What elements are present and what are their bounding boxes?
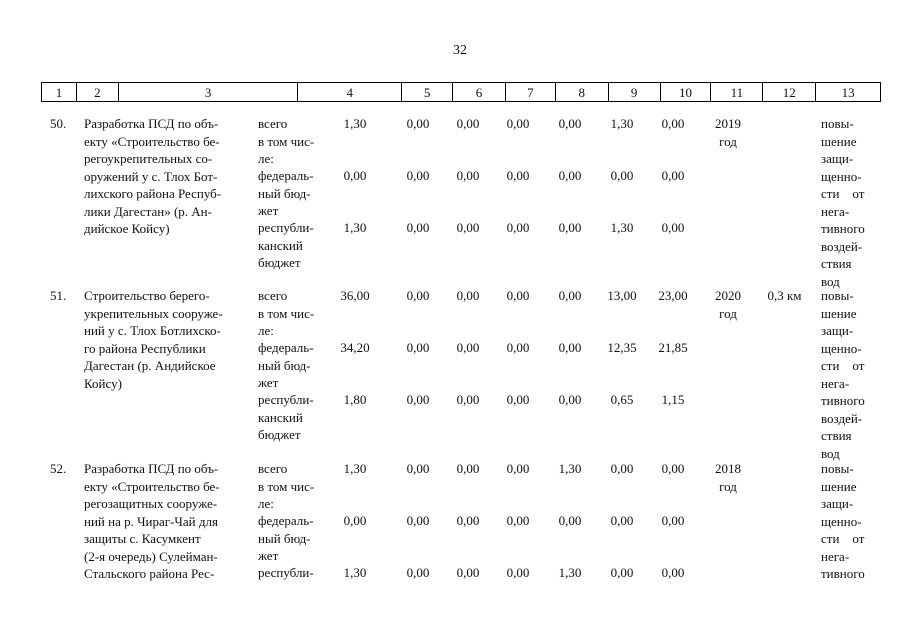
value-cell: 21,85	[658, 340, 688, 355]
object-name-line: регозащитных сооруже-	[84, 496, 218, 511]
value-cell: 0,00	[506, 340, 530, 355]
value-cell: 1,30	[610, 116, 634, 131]
value-cell: 1,30	[343, 116, 367, 131]
result-line: шение	[821, 305, 857, 321]
funding-source-line: жет	[258, 375, 279, 390]
value-cell: 0,00	[406, 168, 430, 183]
value-cell: 0,00	[456, 392, 480, 407]
table-header-row	[41, 82, 881, 102]
value-cell: 0,00	[456, 513, 480, 528]
object-name-line: Койсу)	[84, 375, 122, 391]
header-col-4: 4	[298, 83, 402, 101]
result-line: повы-	[821, 461, 854, 476]
funding-source-line: ный бюд-	[258, 530, 311, 546]
value-cell: 0,00	[506, 220, 530, 235]
value-cell: 0,00	[456, 288, 480, 303]
object-name-line: (2-я очередь) Сулейман-	[84, 548, 218, 564]
value-cell: 0,00	[661, 116, 685, 131]
result-line: вод	[821, 445, 840, 461]
funding-source-line: в том чис-	[258, 478, 315, 494]
value-cell: 1,80	[343, 392, 367, 407]
value-cell: 1,30	[558, 565, 582, 580]
object-name-line: екту «Строительство бе-	[84, 478, 220, 494]
object-name-line: Разработка ПСД по объ-	[84, 116, 219, 131]
value-cell: 0,00	[506, 392, 530, 407]
value-cell: 1,15	[661, 392, 685, 407]
object-name-line: Разработка ПСД по объ-	[84, 461, 219, 476]
row-number: 52.	[50, 461, 67, 476]
funding-source-line: ле:	[258, 323, 274, 338]
funding-source-line: всего	[258, 461, 288, 476]
row-number: 51.	[50, 288, 67, 303]
year-line: год	[719, 478, 737, 494]
header-col-7: 7	[506, 83, 556, 101]
value-cell: 0,00	[506, 168, 530, 183]
result-line: вод	[821, 273, 840, 289]
funding-source-line: канский	[258, 409, 303, 425]
value-cell: 0,00	[406, 288, 430, 303]
header-col-5: 5	[402, 83, 453, 101]
funding-source-line: бюджет	[258, 427, 301, 442]
result-line: щенно-	[821, 513, 862, 529]
value-cell: 0,00	[558, 220, 582, 235]
value-cell: 0,00	[343, 513, 367, 528]
funding-source-line: бюджет	[258, 255, 301, 270]
value-cell: 23,00	[658, 288, 688, 303]
funding-source-line: ный бюд-	[258, 185, 311, 201]
value-cell: 0,00	[456, 168, 480, 183]
object-name-line: лихского района Респуб-	[84, 186, 222, 201]
value-cell: 0,00	[558, 513, 582, 528]
header-col-2: 2	[77, 83, 119, 101]
funding-source-line: ле:	[258, 151, 274, 166]
object-name-line: регоукрепительных со-	[84, 151, 213, 166]
value-cell: 0,00	[406, 565, 430, 580]
value-cell: 0,00	[558, 288, 582, 303]
value-cell: 0,00	[506, 513, 530, 528]
object-name-line: Стальского района Рес-	[84, 566, 215, 581]
result-line: сти от	[821, 358, 865, 373]
header-col-6: 6	[453, 83, 506, 101]
value-cell: 34,20	[340, 340, 370, 355]
value-cell: 0,00	[558, 168, 582, 183]
value-cell: 0,00	[661, 513, 685, 528]
year-line: год	[719, 133, 737, 149]
object-name-line: лики Дагестан» (р. Ан-	[84, 203, 212, 219]
funding-source-line: федераль-	[258, 340, 314, 355]
value-cell: 0,00	[406, 340, 430, 355]
funding-source-line: канский	[258, 237, 303, 253]
value-cell: 0,00	[661, 461, 685, 476]
year-line: 2019	[715, 116, 741, 131]
value-cell: 0,00	[406, 392, 430, 407]
object-name-line: укрепительных сооруже-	[84, 305, 223, 321]
funding-source-line: всего	[258, 116, 288, 131]
value-cell: 0,00	[506, 116, 530, 131]
value-cell: 0,00	[456, 461, 480, 476]
value-cell: 1,30	[343, 220, 367, 235]
result-line: тивного	[821, 393, 865, 408]
value-cell: 0,00	[661, 168, 685, 183]
value-cell: 36,00	[340, 288, 370, 303]
value-cell: 13,00	[607, 288, 637, 303]
value-cell: 0,00	[558, 340, 582, 355]
header-col-9: 9	[609, 83, 661, 101]
value-cell: 0,00	[558, 116, 582, 131]
value-cell: 0,00	[456, 116, 480, 131]
funding-source-line: республи-	[258, 220, 314, 235]
result-line: защи-	[821, 151, 854, 166]
funding-source-line: республи-	[258, 565, 314, 580]
funding-source-line: в том чис-	[258, 133, 315, 149]
result-line: ствия	[821, 256, 852, 271]
funding-source-line: федераль-	[258, 513, 314, 528]
result-line: ствия	[821, 428, 852, 443]
object-name-line: Дагестан (р. Андийское	[84, 358, 216, 373]
result-line: нега-	[821, 203, 850, 219]
value-cell: 0,00	[456, 220, 480, 235]
funding-source-line: федераль-	[258, 168, 314, 183]
result-line: нега-	[821, 548, 850, 564]
result-line: защи-	[821, 323, 854, 338]
object-name-line: Строительство берего-	[84, 288, 210, 303]
result-line: воздей-	[821, 238, 863, 254]
year-line: 2020	[715, 288, 741, 303]
value-cell: 1,30	[558, 461, 582, 476]
value-cell: 0,00	[343, 168, 367, 183]
result-line: щенно-	[821, 168, 862, 184]
year-line: 2018	[715, 461, 741, 476]
value-cell: 1,30	[343, 461, 367, 476]
funding-source-line: жет	[258, 548, 279, 563]
funding-source-line: в том чис-	[258, 305, 315, 321]
result-line: повы-	[821, 116, 854, 131]
header-col-13: 13	[841, 85, 855, 100]
value-cell: 1,30	[610, 220, 634, 235]
value-cell: 0,00	[610, 461, 634, 476]
row-number: 50.	[50, 116, 67, 131]
funding-source-line: всего	[258, 288, 288, 303]
value-cell: 12,35	[607, 340, 637, 355]
result-line: защи-	[821, 496, 854, 511]
value-cell: 0,00	[610, 168, 634, 183]
value-cell: 0,00	[661, 565, 685, 580]
value-cell: 1,30	[343, 565, 367, 580]
header-col-8: 8	[556, 83, 609, 101]
value-cell: 0,00	[406, 220, 430, 235]
object-name-line: защиты с. Касумкент	[84, 531, 201, 546]
result-line: шение	[821, 478, 857, 494]
value-cell: 0,00	[558, 392, 582, 407]
result-line: сти от	[821, 531, 865, 546]
year-line: год	[719, 305, 737, 321]
value-cell: 0,00	[406, 513, 430, 528]
funding-source-line: ный бюд-	[258, 357, 311, 373]
value-cell: 0,00	[506, 565, 530, 580]
value-cell: 0,00	[610, 565, 634, 580]
result-line: сти от	[821, 186, 865, 201]
capacity-cell: 0,3 км	[767, 288, 802, 303]
result-line: щенно-	[821, 340, 862, 356]
value-cell: 0,00	[456, 340, 480, 355]
funding-source-line: республи-	[258, 392, 314, 407]
page-number: 32	[453, 43, 467, 58]
result-line: воздей-	[821, 410, 863, 426]
header-col-11: 11	[711, 83, 763, 101]
value-cell: 0,00	[610, 513, 634, 528]
value-cell: 0,00	[406, 461, 430, 476]
value-cell: 0,00	[506, 288, 530, 303]
value-cell: 0,00	[506, 461, 530, 476]
header-col-12: 12	[763, 83, 816, 101]
result-line: шение	[821, 133, 857, 149]
result-line: тивного	[821, 566, 865, 581]
object-name-line: дийское Койсу)	[84, 221, 170, 236]
result-line: повы-	[821, 288, 854, 303]
result-line: тивного	[821, 221, 865, 236]
value-cell: 0,00	[406, 116, 430, 131]
funding-source-line: ле:	[258, 496, 274, 511]
object-name-line: оружений у с. Тлох Бот-	[84, 168, 218, 184]
value-cell: 0,65	[610, 392, 634, 407]
object-name-line: го района Республики	[84, 340, 206, 356]
header-col-1: 1	[42, 83, 77, 101]
value-cell: 0,00	[456, 565, 480, 580]
object-name-line: екту «Строительство бе-	[84, 133, 220, 149]
object-name-line: ний на р. Чираг-Чай для	[84, 513, 218, 529]
value-cell: 0,00	[661, 220, 685, 235]
header-col-10: 10	[661, 83, 712, 101]
header-col-3: 3	[119, 83, 299, 101]
result-line: нега-	[821, 375, 850, 391]
object-name-line: ний у с. Тлох Ботлихско-	[84, 323, 221, 338]
funding-source-line: жет	[258, 203, 279, 218]
